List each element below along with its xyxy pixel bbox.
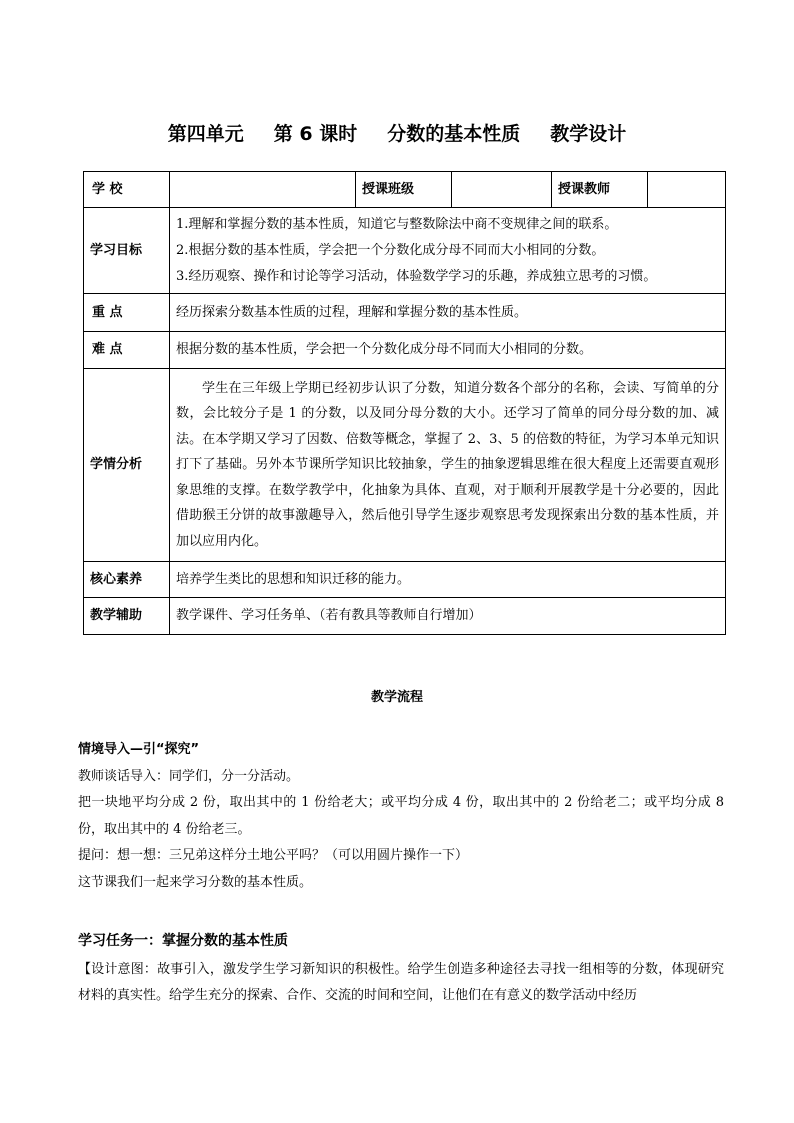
difficulty-value: 根据分数的基本性质，学会把一个分数化成分母不同而大小相同的分数。 (170, 332, 726, 369)
task1-intent: 【设计意图：故事引入，激发学生学习新知识的积极性。给学生创造多种途径去寻找一组相等的分数，体现研究材料的真实性。给学生充分的探索、合作、交流的时间和空间，让他们在有意义的数学活动中经历 (78, 961, 724, 1003)
table-row (84, 369, 726, 562)
goal-item: 2.根据分数的基本性质，学会把一个分数化成分母不同而大小相同的分数。 (176, 242, 605, 258)
aids-label: 教学辅助 (84, 598, 170, 635)
goal-item: 3.经历观察、操作和讨论等学习活动，体验数学学习的乐趣，养成独立思考的习惯。 (176, 268, 657, 284)
teacher-label: 授课教师 (552, 172, 648, 208)
intro-title: 情境导入—引“探究” (78, 742, 200, 757)
title-topic: 分数的基本性质 (387, 123, 521, 145)
table-row (84, 208, 726, 294)
literacy-value: 培养学生类比的思想和知识迁移的能力。 (170, 562, 726, 598)
school-value[interactable] (170, 172, 356, 208)
literacy-label: 核心素养 (84, 562, 170, 598)
table-row (84, 598, 726, 635)
title-unit: 第四单元 (167, 123, 244, 145)
lesson-info-table (83, 171, 726, 635)
task1-title: 学习任务一：掌握分数的基本性质 (78, 933, 288, 949)
intro-line: 这节课我们一起来学习分数的基本性质。 (78, 874, 313, 890)
intro-line: 把一块地平均分成 2 份，取出其中的 1 份给老大；或平均分成 4 份，取出其中的 2 份给老二；或平均分成 8 份，取出其中的 4 份给老三。 (78, 795, 724, 837)
goals-cell (170, 208, 726, 294)
intro-section (78, 737, 724, 896)
title-type: 教学设计 (550, 123, 627, 145)
class-label: 授课班级 (356, 172, 452, 208)
table-row (84, 332, 726, 369)
task1-section (78, 928, 724, 1010)
goals-label: 学习目标 (84, 208, 170, 294)
analysis-label: 学情分析 (84, 369, 170, 562)
table-row (84, 172, 726, 208)
difficulty-label-cell (84, 332, 170, 369)
school-label: 学 校 (92, 181, 123, 197)
difficulty-label: 难 点 (92, 342, 123, 357)
goal-item: 1.理解和掌握分数的基本性质，知道它与整数除法中商不变规律之间的联系。 (176, 216, 618, 232)
key-label: 重 点 (92, 304, 123, 320)
aids-value: 教学课件、学习任务单、（若有教具等教师自行增加） (170, 598, 726, 635)
class-value[interactable] (452, 172, 552, 208)
page-title (0, 121, 794, 147)
analysis-value: 学生在三年级上学期已经初步认识了分数，知道分数各个部分的名称，会读、写简单的分数，会比较分子是 1 的分数，以及同分母分数的大小。还学习了简单的同分母分数的加、减法。在本学期又学习了因数、倍数等概念，掌握了 2、3、5 的倍数的特征，为学习本单元知识打下了基础。另外本节课所学知识比较抽象，学生的抽象逻辑思维在很大程度上还需要直观形象思维的支撑。在数学教学中，化抽象为具体、直观，对于顺利开展教学是十分必要的，因此借助猴王分饼的故事激趣导入，然后他引导学生逐步观察思考发现探索出分数的基本性质，并加以应用内化。 (176, 380, 719, 549)
table-row (84, 562, 726, 598)
table-row (84, 294, 726, 332)
key-value: 经历探索分数基本性质的过程，理解和掌握分数的基本性质。 (170, 294, 726, 332)
analysis-cell (170, 369, 726, 562)
teacher-value[interactable] (648, 172, 726, 208)
key-label-cell (84, 294, 170, 332)
flow-heading: 教学流程 (370, 690, 423, 705)
title-lesson: 第 6 课时 (273, 123, 358, 145)
school-label-cell (84, 172, 170, 208)
intro-line: 教师谈话导入：同学们，分一分活动。 (78, 768, 300, 784)
intro-line: 提问：想一想：三兄弟这样分土地公平吗？（可以用圆片操作一下） (78, 848, 469, 863)
